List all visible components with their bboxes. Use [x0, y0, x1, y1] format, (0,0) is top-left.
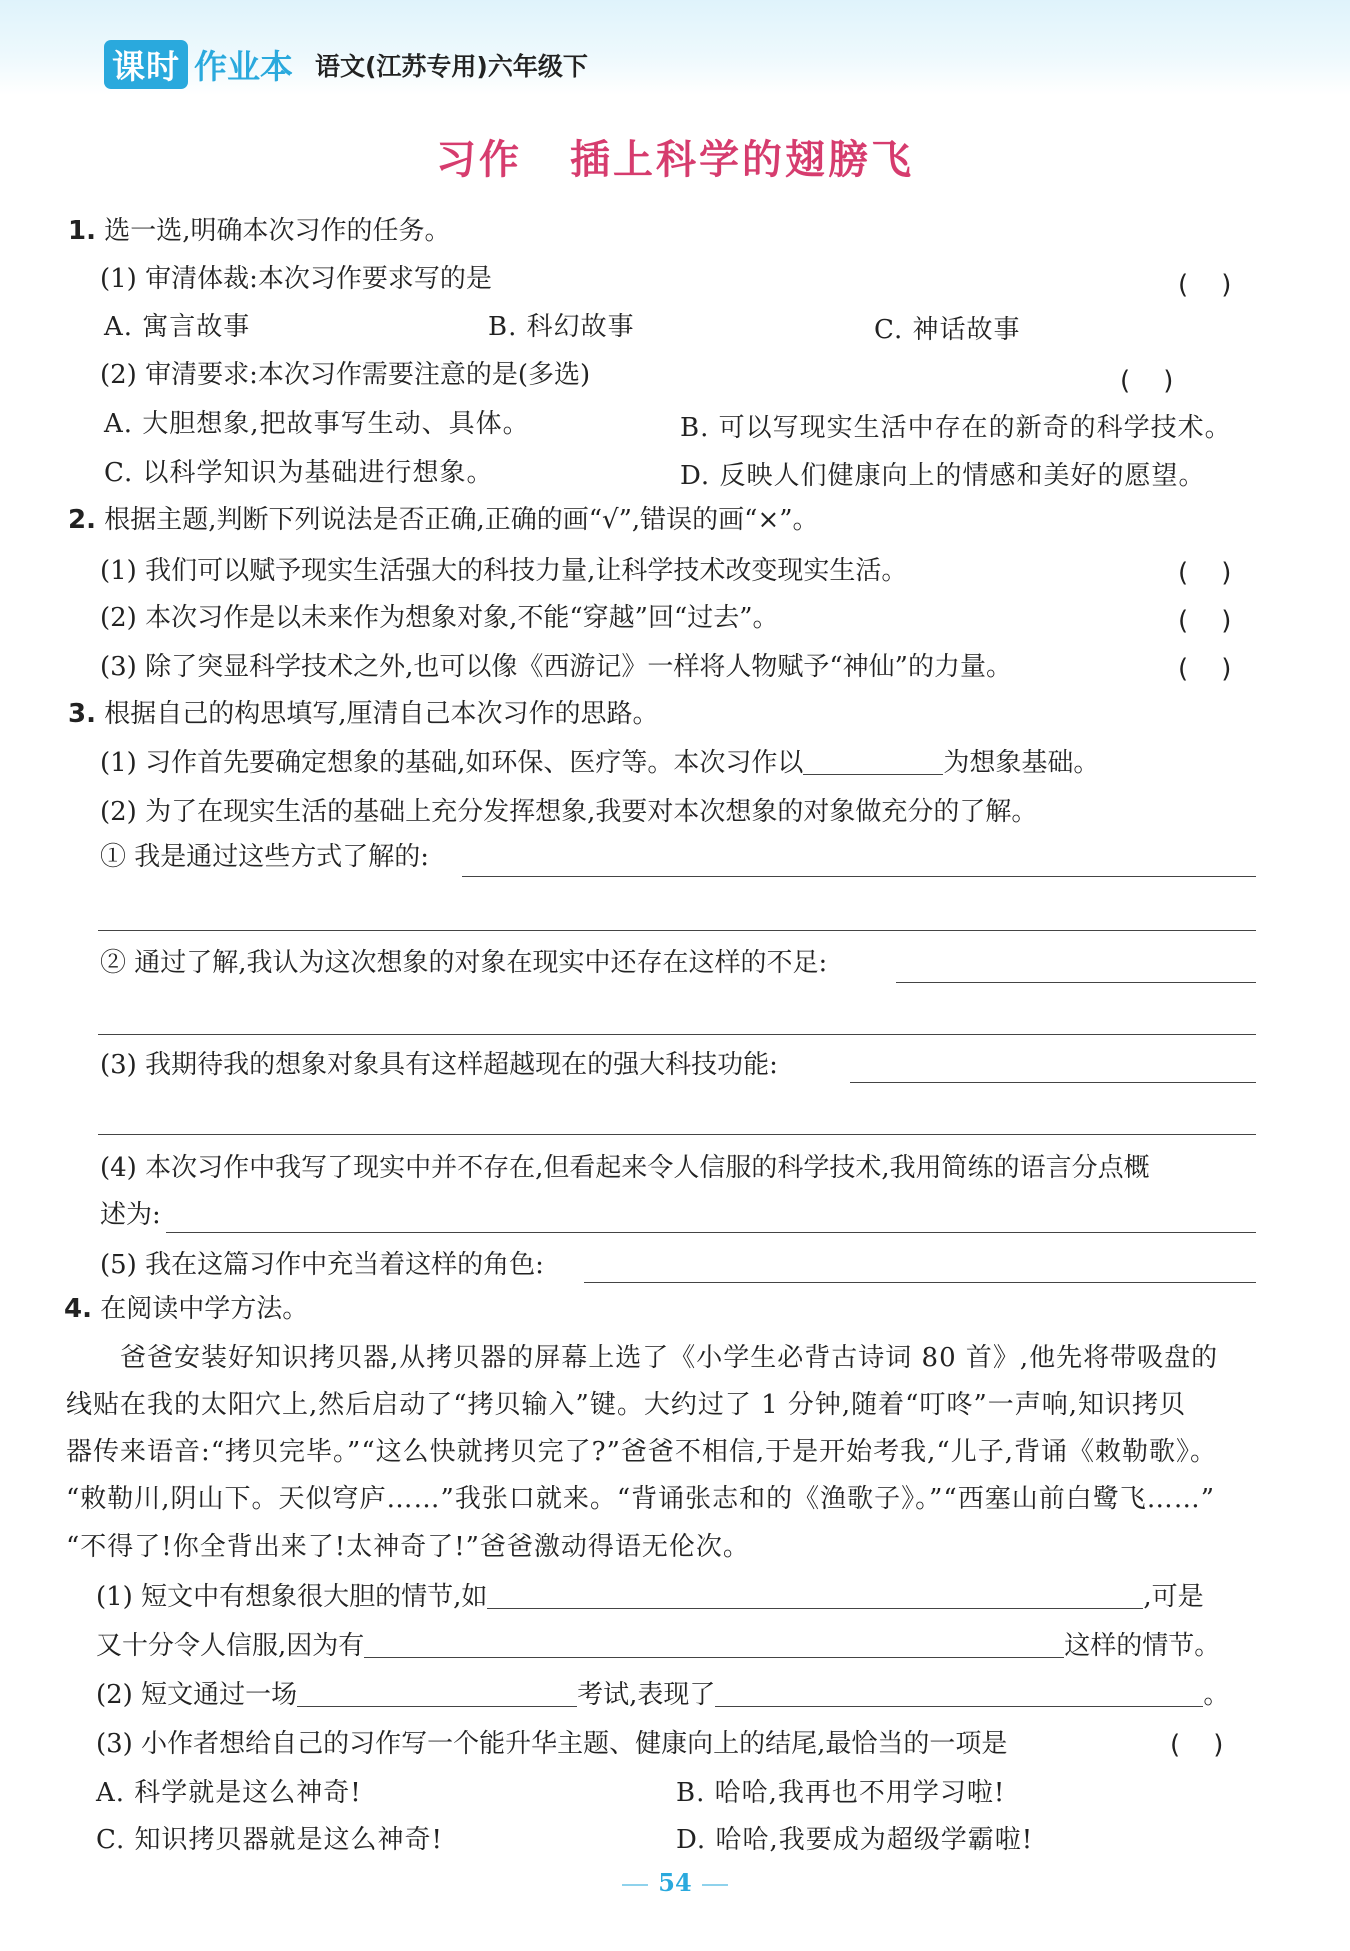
answer-box[interactable]: ( ) — [1120, 366, 1174, 396]
q4-text: 在阅读中学方法。 — [100, 1294, 309, 1324]
title-part2: 插上科学的翅膀飞 — [570, 137, 914, 183]
answer-box[interactable]: ( ) — [1178, 654, 1232, 684]
q4-sub3: (3) 小作者想给自己的习作写一个能升华主题、健康向上的结尾,最恰当的一项是 — [96, 1729, 1008, 1759]
passage-line: 线贴在我的太阳穴上,然后启动了“拷贝输入”键。大约过了 1 分钟,随着“叮咚”一声响,知识拷贝 — [66, 1390, 1187, 1420]
q3-circle2: ② 通过了解,我认为这次想象的对象在现实中还存在这样的不足: — [100, 948, 828, 978]
book-subtitle: 语文(江苏专用)六年级下 — [315, 51, 588, 81]
q1-sub2: (2) 审清要求:本次习作需要注意的是(多选) — [100, 360, 591, 390]
q1-s1-option-c: C. 神话故事 — [874, 315, 1021, 345]
q3-sub1: (1) 习作首先要确定想象的基础,如环保、医疗等。本次习作以 为想象基础。 — [100, 748, 1100, 778]
q4-option-c: C. 知识拷贝器就是这么神奇! — [96, 1825, 443, 1855]
page-number: 54 — [658, 1868, 692, 1897]
q1-s1-option-a: A. 寓言故事 — [104, 312, 251, 342]
q4-option-a: A. 科学就是这么神奇! — [96, 1778, 362, 1808]
fill-blank[interactable] — [364, 1631, 1064, 1658]
q1-s2-option-c: C. 以科学知识为基础进行想象。 — [104, 458, 494, 488]
page-footer — [0, 1868, 1350, 1897]
passage-line: “敕勒川,阴山下。天似穹庐……”我张口就来。“背诵张志和的《渔歌子》。”“西塞山前白鹭飞……” — [66, 1484, 1216, 1514]
q1-s1-option-b: B. 科幻故事 — [488, 312, 635, 342]
answer-box[interactable]: ( ) — [1178, 270, 1232, 300]
q1-s2-option-b: B. 可以写现实生活中存在的新奇的科学技术。 — [680, 413, 1232, 443]
answer-line[interactable] — [98, 1134, 1256, 1135]
page-title — [0, 128, 1350, 185]
passage-line: “不得了!你全背出来了!太神奇了!”爸爸激动得语无伦次。 — [66, 1532, 750, 1562]
fill-blank[interactable] — [297, 1680, 577, 1707]
q3-sub4: (4) 本次习作中我写了现实中并不存在,但看起来令人信服的科学技术,我用简练的语言分点概 — [100, 1153, 1150, 1183]
title-part1: 习作 — [436, 137, 522, 183]
brand-highlight: 课时 — [104, 40, 188, 89]
q1-text: 选一选,明确本次习作的任务。 — [104, 216, 451, 246]
q4-sub2: (2) 短文通过一场 考试,表现了 。 — [96, 1680, 1230, 1710]
q1-s2-option-d: D. 反映人们健康向上的情感和美好的愿望。 — [680, 461, 1206, 491]
answer-line[interactable] — [896, 982, 1256, 983]
answer-line[interactable] — [98, 1034, 1256, 1035]
q1-heading: 1. 选一选,明确本次习作的任务。 — [68, 216, 451, 246]
q3-sub3: (3) 我期待我的想象对象具有这样超越现在的强大科技功能: — [100, 1050, 778, 1080]
fill-blank[interactable] — [803, 748, 943, 775]
brand-header — [104, 40, 588, 89]
answer-box[interactable]: ( ) — [1170, 1730, 1224, 1760]
q3-sub2: (2) 为了在现实生活的基础上充分发挥想象,我要对本次想象的对象做充分的了解。 — [100, 797, 1038, 827]
q4-heading: 4. 在阅读中学方法。 — [64, 1294, 309, 1324]
q2-item-3: (3) 除了突显科学技术之外,也可以像《西游记》一样将人物赋予“神仙”的力量。 — [100, 652, 1012, 682]
brand-name: 作业本 — [194, 47, 293, 86]
q4-option-b: B. 哈哈,我再也不用学习啦! — [676, 1778, 1006, 1808]
q3-sub4-cont: 述为: — [100, 1200, 161, 1230]
q3-heading: 3. 根据自己的构思填写,厘清自己本次习作的思路。 — [68, 699, 659, 729]
answer-line[interactable] — [850, 1082, 1256, 1083]
answer-box[interactable]: ( ) — [1178, 606, 1232, 636]
passage-line: 器传来语音:“拷贝完毕。”“这么快就拷贝完了?”爸爸不相信,于是开始考我,“儿子,背诵《敕勒歌》。 — [66, 1437, 1217, 1467]
q2-item-2: (2) 本次习作是以未来作为想象对象,不能“穿越”回“过去”。 — [100, 603, 779, 633]
q1-s2-option-a: A. 大胆想象,把故事写生动、具体。 — [104, 409, 530, 439]
q1-sub1: (1) 审清体裁:本次习作要求写的是 — [100, 264, 492, 294]
answer-line[interactable] — [584, 1282, 1256, 1283]
fill-blank[interactable] — [487, 1582, 1143, 1609]
q3-circle1: ① 我是通过这些方式了解的: — [100, 842, 430, 872]
answer-line[interactable] — [166, 1232, 1256, 1233]
q3-sub5: (5) 我在这篇习作中充当着这样的角色: — [100, 1250, 544, 1280]
q2-heading: 2. 根据主题,判断下列说法是否正确,正确的画“√”,错误的画“×”。 — [68, 505, 819, 535]
answer-box[interactable]: ( ) — [1178, 558, 1232, 588]
answer-line[interactable] — [98, 930, 1256, 931]
q2-text: 根据主题,判断下列说法是否正确,正确的画“√”,错误的画“×”。 — [104, 505, 819, 535]
q3-text: 根据自己的构思填写,厘清自己本次习作的思路。 — [104, 699, 659, 729]
q4-sub1-cont: 又十分令人信服,因为有 这样的情节。 — [96, 1631, 1221, 1661]
answer-line[interactable] — [462, 876, 1256, 877]
fill-blank[interactable] — [715, 1680, 1203, 1707]
q4-option-d: D. 哈哈,我要成为超级学霸啦! — [676, 1825, 1034, 1855]
passage-line: 爸爸安装好知识拷贝器,从拷贝器的屏幕上选了《小学生必背古诗词 80 首》,他先将带吸盘的 — [120, 1343, 1219, 1373]
q2-item-1: (1) 我们可以赋予现实生活强大的科技力量,让科学技术改变现实生活。 — [100, 556, 908, 586]
q4-sub1: (1) 短文中有想象很大胆的情节,如 ,可是 — [96, 1582, 1204, 1612]
